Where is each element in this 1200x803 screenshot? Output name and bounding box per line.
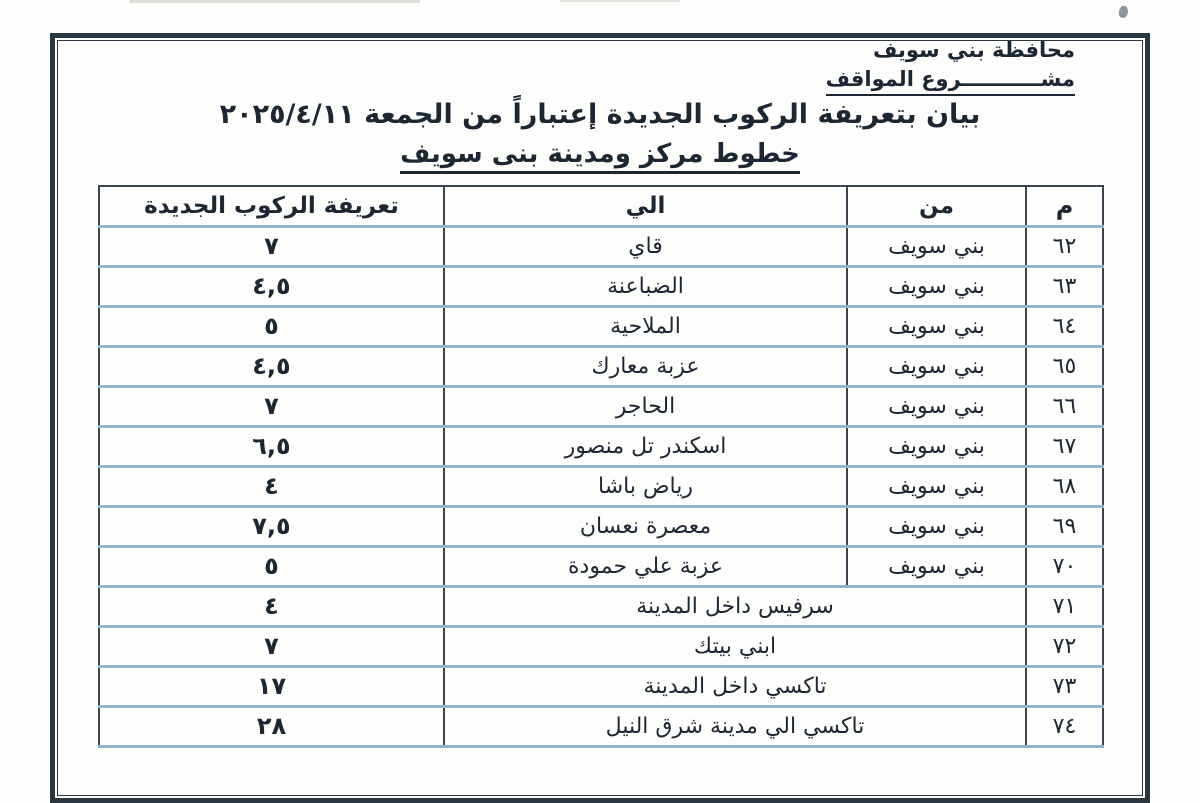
header-fare: تعريفة الركوب الجديدة: [99, 186, 444, 226]
cell-origin: بني سويف: [847, 386, 1026, 426]
cell-fare: ٤,٥: [99, 346, 444, 386]
cell-destination: رياض باشا: [444, 466, 847, 506]
cell-route-name: ابني بيتك: [444, 626, 1026, 666]
header-destination: الي: [444, 186, 847, 226]
cell-fare: ٥: [99, 546, 444, 586]
table-row: [99, 666, 1103, 706]
scan-speck: [1117, 5, 1129, 19]
cell-destination: الحاجر: [444, 386, 847, 426]
cell-row-number: ٦٨: [1026, 466, 1103, 506]
governorate-name: محافظة بني سويف: [872, 38, 1075, 62]
cell-row-number: ٦٧: [1026, 426, 1103, 466]
cell-origin: بني سويف: [847, 306, 1026, 346]
table-row: [99, 306, 1103, 346]
cell-route-name: سرفيس داخل المدينة: [444, 586, 1026, 626]
fare-table: [98, 185, 1104, 748]
document-subtitle: [0, 139, 1200, 174]
cell-fare: ٧: [99, 226, 444, 266]
scanner-smudge: [560, 0, 680, 2]
cell-fare: ٢٨: [99, 706, 444, 746]
cell-fare: ٧,٥: [99, 506, 444, 546]
cell-origin: بني سويف: [847, 506, 1026, 546]
fare-table-body: [99, 226, 1103, 746]
cell-row-number: ٧٤: [1026, 706, 1103, 746]
cell-row-number: ٦٩: [1026, 506, 1103, 546]
cell-fare: ٧: [99, 386, 444, 426]
cell-origin: بني سويف: [847, 426, 1026, 466]
cell-origin: بني سويف: [847, 266, 1026, 306]
cell-row-number: ٧٠: [1026, 546, 1103, 586]
cell-row-number: ٧٢: [1026, 626, 1103, 666]
cell-fare: ٥: [99, 306, 444, 346]
cell-destination: قاي: [444, 226, 847, 266]
table-row: [99, 586, 1103, 626]
cell-destination: الملاحية: [444, 306, 847, 346]
cell-fare: ٤: [99, 586, 444, 626]
cell-fare: ٤,٥: [99, 266, 444, 306]
cell-origin: بني سويف: [847, 546, 1026, 586]
cell-row-number: ٧١: [1026, 586, 1103, 626]
table-row: [99, 226, 1103, 266]
cell-origin: بني سويف: [847, 466, 1026, 506]
cell-destination: الضباعنة: [444, 266, 847, 306]
org-header: [826, 36, 1075, 96]
cell-fare: ٤: [99, 466, 444, 506]
fare-table-header: [99, 186, 1103, 226]
project-name: مشـــــــــــروع المواقف: [826, 65, 1075, 96]
document-title: بيان بتعريفة الركوب الجديدة إعتباراً من الجمعة ٢٠٢٥/٤/١١: [219, 99, 981, 130]
table-row: [99, 346, 1103, 386]
scanner-smudge: [130, 0, 420, 3]
cell-destination: عزبة علي حمودة: [444, 546, 847, 586]
table-row: [99, 506, 1103, 546]
table-row: [99, 386, 1103, 426]
subtitle-text: خطوط مركز ومدينة بنى سويف: [400, 139, 800, 174]
cell-origin: بني سويف: [847, 346, 1026, 386]
header-origin: من: [847, 186, 1026, 226]
cell-row-number: ٧٣: [1026, 666, 1103, 706]
table-row: [99, 426, 1103, 466]
cell-fare: ١٧: [99, 666, 444, 706]
table-row: [99, 706, 1103, 746]
cell-route-name: تاكسي داخل المدينة: [444, 666, 1026, 706]
cell-destination: اسكندر تل منصور: [444, 426, 847, 466]
cell-route-name: تاكسي الي مدينة شرق النيل: [444, 706, 1026, 746]
table-row: [99, 466, 1103, 506]
table-row: [99, 266, 1103, 306]
cell-row-number: ٦٤: [1026, 306, 1103, 346]
table-row: [99, 546, 1103, 586]
cell-row-number: ٦٥: [1026, 346, 1103, 386]
cell-origin: بني سويف: [847, 226, 1026, 266]
cell-row-number: ٦٦: [1026, 386, 1103, 426]
cell-row-number: ٦٣: [1026, 266, 1103, 306]
cell-destination: عزبة معارك: [444, 346, 847, 386]
header-row: [99, 186, 1103, 226]
table-row: [99, 626, 1103, 666]
cell-row-number: ٦٢: [1026, 226, 1103, 266]
header-row-number: م: [1026, 186, 1103, 226]
cell-fare: ٧: [99, 626, 444, 666]
cell-destination: معصرة نعسان: [444, 506, 847, 546]
cell-fare: ٦,٥: [99, 426, 444, 466]
